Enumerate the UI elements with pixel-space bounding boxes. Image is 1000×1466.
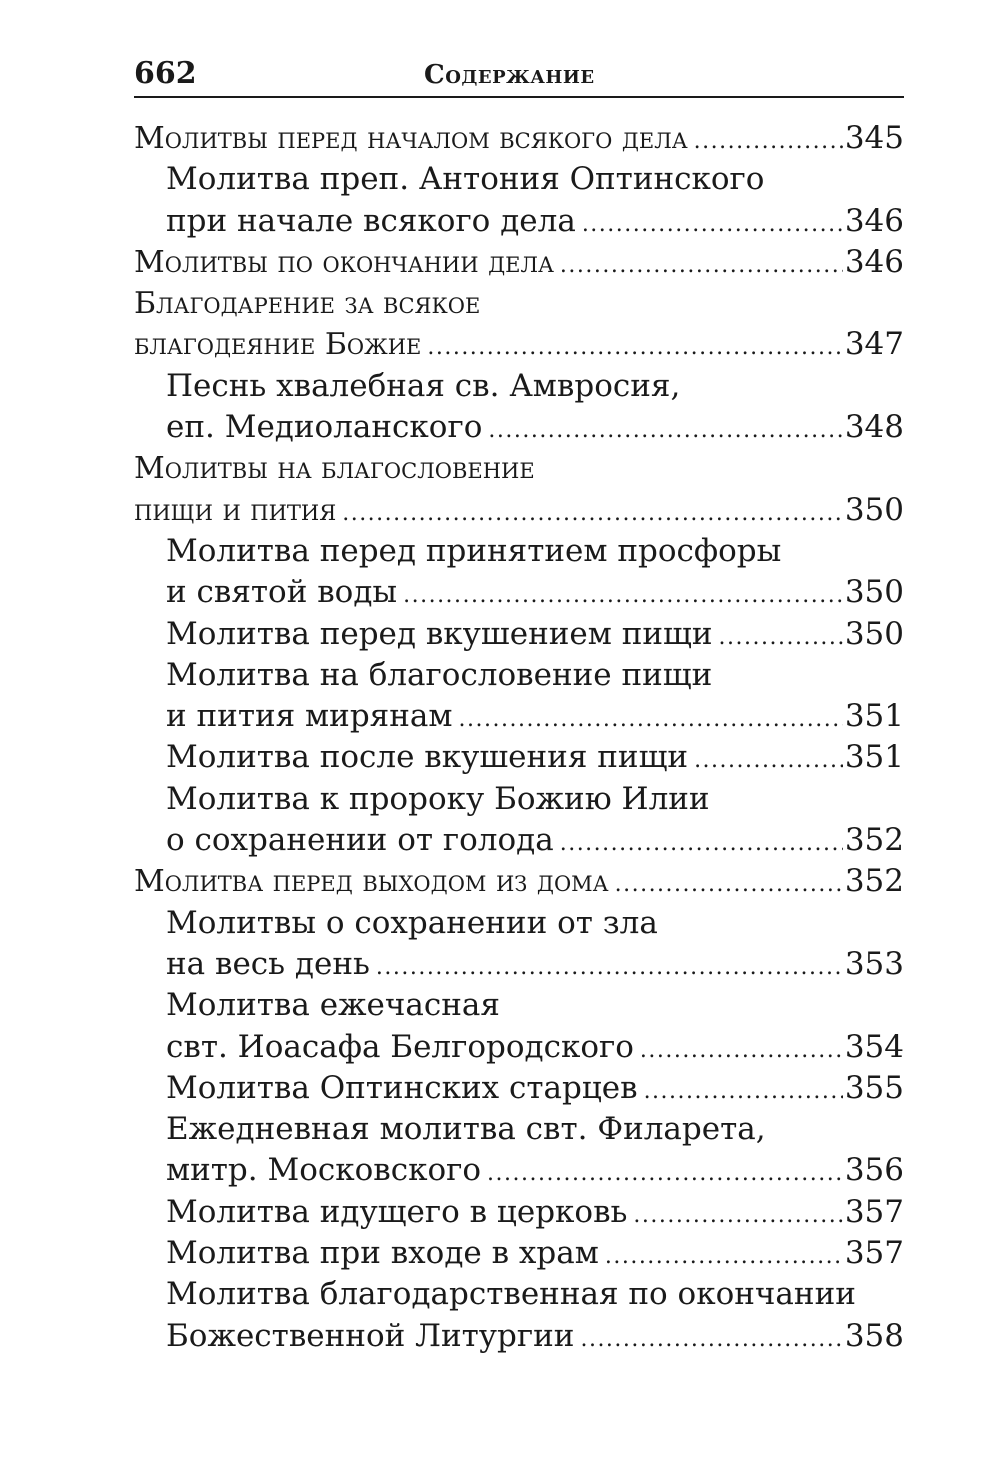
toc-entry [134, 1192, 904, 1233]
toc-entry-title: Молитва после вкушения пищи [166, 739, 689, 776]
toc-entry-title: на весь день [166, 945, 370, 982]
toc-entry-line [134, 985, 904, 1026]
dot-leader [427, 327, 842, 365]
toc-entry-title: Молитва перед вкушением пищи [166, 615, 713, 652]
dot-leader [582, 204, 843, 242]
toc-page-number: 357 [844, 1193, 904, 1230]
toc-page-number: 357 [844, 1235, 904, 1272]
dot-leader [342, 493, 843, 531]
header-rule [134, 96, 904, 98]
toc-entry-line [134, 861, 904, 902]
dot-leader [560, 245, 843, 283]
dot-leader [633, 1195, 842, 1233]
dot-leader [403, 575, 843, 613]
toc-entry-line [134, 614, 904, 655]
toc-entry-title: Божественной Литургии [166, 1317, 575, 1354]
toc-entry [134, 655, 904, 738]
toc-page-number: 346 [844, 202, 904, 239]
toc-entry-line [134, 1068, 904, 1109]
toc-entry [134, 779, 904, 862]
dot-leader [580, 1319, 842, 1357]
toc-entry-line [134, 159, 904, 200]
toc-entry-title: Молитва преп. Антония Оптинского [166, 161, 765, 198]
toc-entry [134, 448, 904, 531]
toc-page-number: 358 [844, 1317, 904, 1354]
toc-entry-line [134, 324, 904, 365]
dot-leader [560, 823, 843, 861]
toc-entry-title: благодеяние Божие [134, 327, 422, 363]
toc-entry [134, 242, 904, 283]
toc-entry-title: о сохранении от голода [166, 822, 554, 859]
toc-page-number: 346 [844, 243, 904, 280]
toc-entry-line [134, 944, 904, 985]
toc-entry-line [134, 820, 904, 861]
toc-entry-title: Песнь хвалебная св. Амвросия, [166, 367, 681, 404]
running-head-title: Содержание [424, 60, 595, 90]
page-number: 662 [134, 56, 197, 91]
toc-entry [134, 1274, 904, 1357]
toc-entry-line [134, 531, 904, 572]
toc-entry-title: Благодарение за всякое [134, 286, 481, 322]
toc-entry-line [134, 655, 904, 696]
toc-entry-title: Молитва на благословение пищи [166, 656, 713, 693]
toc-page-number: 353 [844, 945, 904, 982]
toc-entry-title: свт. Иоасафа Белгородского [166, 1028, 634, 1065]
dot-leader [459, 699, 843, 737]
toc-entry-line [134, 1150, 904, 1191]
toc-entry [134, 159, 904, 242]
toc-entry-line [134, 283, 904, 324]
toc-entry [134, 985, 904, 1068]
toc-entry-line [134, 1109, 904, 1150]
running-head [134, 52, 904, 96]
toc-entry-title: Ежедневная молитва свт. Филарета, [166, 1111, 766, 1148]
toc-entry-title: митр. Московского [166, 1152, 482, 1189]
toc-entry-title: Молитва ежечасная [166, 987, 500, 1024]
dot-leader [694, 740, 843, 778]
dot-leader [644, 1071, 843, 1109]
toc-entry-line [134, 1233, 904, 1274]
toc-entry-line [134, 1316, 904, 1357]
table-of-contents [134, 118, 904, 1357]
toc-page-number: 350 [844, 615, 904, 652]
dot-leader [640, 1030, 843, 1068]
toc-entry-title: Молитва идущего в церковь [166, 1193, 628, 1230]
toc-entry-title: Молитва перед принятием просфоры [166, 532, 782, 569]
toc-entry-title: Молитва при входе в храм [166, 1235, 599, 1272]
toc-entry [134, 283, 904, 366]
toc-entry [134, 903, 904, 986]
toc-entry-title: Молитвы на благословение [134, 451, 535, 487]
toc-entry-line [134, 737, 904, 778]
toc-entry-line [134, 1274, 904, 1315]
book-page [134, 52, 904, 1357]
toc-entry-line [134, 1027, 904, 1068]
toc-entry [134, 366, 904, 449]
toc-entry [134, 1109, 904, 1192]
toc-entry-line [134, 572, 904, 613]
toc-entry-title: при начале всякого дела [166, 202, 576, 239]
toc-entry-line [134, 1192, 904, 1233]
dot-leader [488, 410, 842, 448]
toc-entry-title: еп. Медиоланского [166, 409, 483, 446]
toc-entry-line [134, 118, 904, 159]
toc-entry-line [134, 696, 904, 737]
toc-entry-line [134, 779, 904, 820]
toc-entry-title: Молитвы перед началом всякого дела [134, 121, 688, 156]
toc-entry-title: Молитвы о сохранении от зла [166, 904, 658, 941]
toc-entry-title: Молитва Оптинских старцев [166, 1069, 638, 1106]
dot-leader [615, 864, 843, 902]
toc-entry-title: Молитва перед выходом из дома [134, 864, 609, 900]
toc-page-number: 345 [844, 120, 904, 156]
toc-entry [134, 531, 904, 614]
toc-page-number: 352 [844, 863, 904, 900]
toc-entry-title: пищи и пития [134, 492, 337, 528]
toc-page-number: 350 [844, 491, 904, 528]
toc-page-number: 351 [844, 739, 904, 776]
toc-page-number: 348 [844, 409, 904, 446]
toc-entry [134, 861, 904, 902]
toc-page-number: 354 [844, 1028, 904, 1065]
toc-entry-line [134, 903, 904, 944]
dot-leader [376, 947, 843, 985]
toc-page-number: 352 [844, 822, 904, 859]
toc-entry-line [134, 490, 904, 531]
toc-page-number: 350 [844, 574, 904, 611]
dot-leader [719, 617, 843, 655]
toc-entry-line [134, 366, 904, 407]
dot-leader [694, 121, 843, 159]
toc-entry-line [134, 407, 904, 448]
toc-entry-line [134, 242, 904, 283]
toc-entry-line [134, 448, 904, 489]
toc-page-number: 355 [844, 1069, 904, 1106]
toc-entry [134, 1233, 904, 1274]
toc-entry [134, 1068, 904, 1109]
toc-entry-title: и святой воды [166, 574, 398, 611]
toc-entry [134, 614, 904, 655]
toc-page-number: 356 [844, 1152, 904, 1189]
toc-entry-title: Молитвы по окончании дела [134, 244, 554, 280]
dot-leader [487, 1153, 843, 1191]
dot-leader [605, 1236, 843, 1274]
toc-entry-title: и пития мирянам [166, 698, 453, 735]
toc-entry [134, 737, 904, 778]
toc-entry [134, 118, 904, 159]
toc-entry-title: Молитва к пророку Божию Илии [166, 780, 710, 817]
toc-entry-title: Молитва благодарственная по окончании [166, 1276, 856, 1313]
toc-page-number: 351 [844, 698, 904, 735]
toc-entry-line [134, 201, 904, 242]
toc-page-number: 347 [844, 326, 904, 363]
